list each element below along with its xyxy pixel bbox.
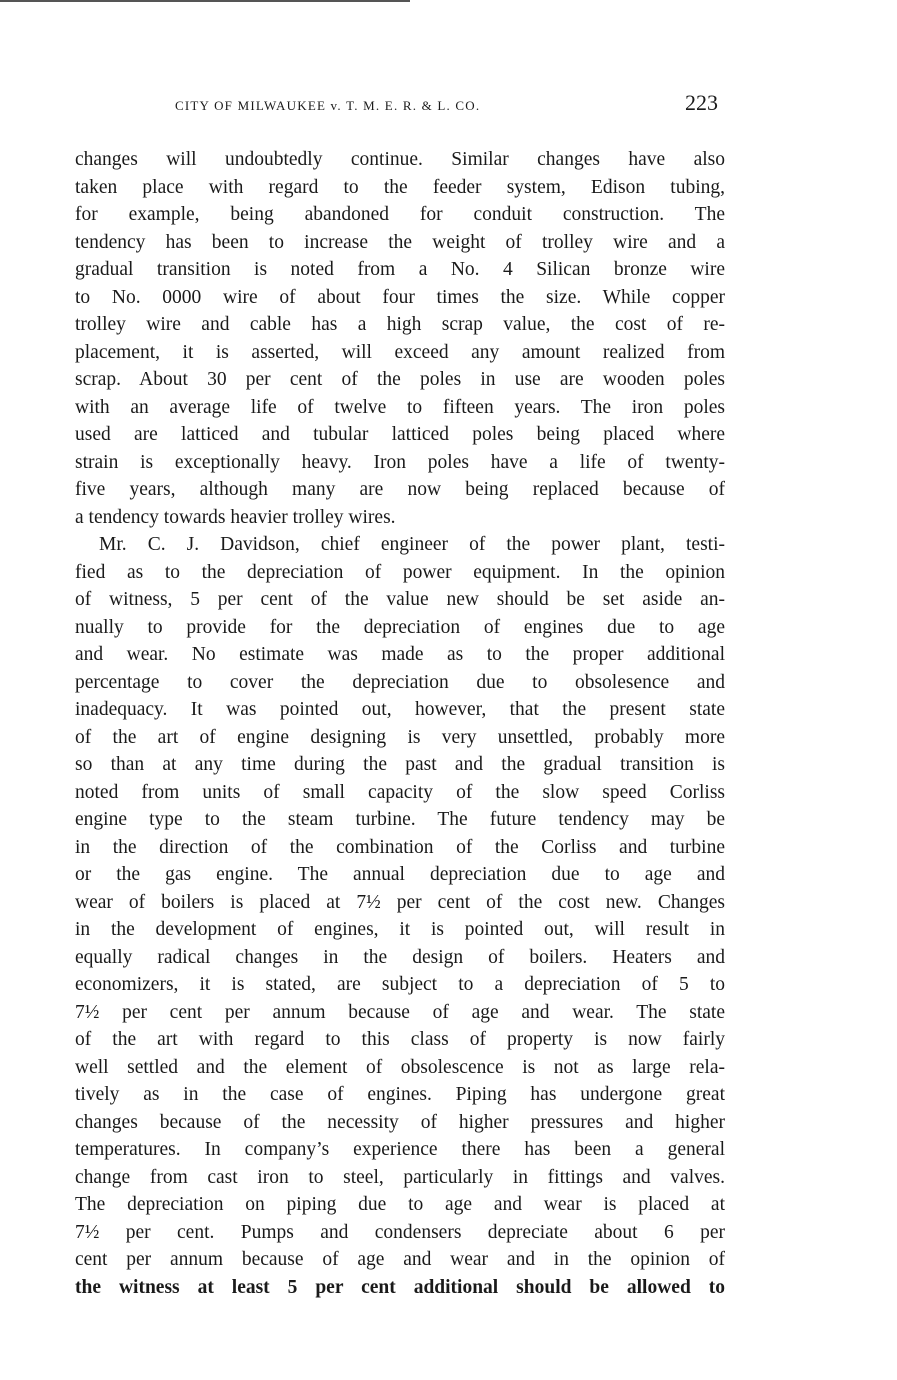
text-line: well settled and the element of obsolescence is not as large rela- (75, 1056, 725, 1078)
text-line: to No. 0000 wire of about four times the size. While copper (75, 286, 725, 308)
text-line: nually to provide for the depreciation of engines due to age (75, 616, 725, 638)
text-line: placement, it is asserted, will exceed any amount realized from (75, 341, 725, 363)
text-line: temperatures. In company’s experience there has been a general (75, 1139, 725, 1160)
running-title: CITY OF MILWAUKEE v. T. M. E. R. & L. CO. (175, 98, 481, 113)
text-line: of the art with regard to this class of property is now fairly (75, 1029, 725, 1050)
text-line: or the gas engine. The annual depreciation due to age and (75, 864, 725, 885)
text-line: of the art of engine designing is very unsettled, probably more (75, 726, 725, 748)
text-line: fied as to the depreciation of power equipment. In the opinion (75, 561, 725, 583)
text-line: used are latticed and tubular latticed poles being placed where (75, 424, 725, 445)
text-line: for example, being abandoned for conduit construction. The (75, 204, 725, 225)
text-line: cent per annum because of age and wear and in the opinion of (75, 1249, 725, 1270)
page-number: 223 (685, 90, 718, 115)
running-head (0, 90, 897, 120)
text-line: wear of boilers is placed at 7½ per cent of the cost new. Changes (75, 891, 725, 913)
text-line: tendency has been to increase the weight of trolley wire and a (75, 231, 725, 253)
text-line: so than at any time during the past and the gradual transition is (75, 754, 725, 775)
text-line: with an average life of twelve to fifteen years. The iron poles (75, 396, 725, 418)
text-line: and wear. No estimate was made as to the proper additional (75, 644, 725, 665)
text-line: strain is exceptionally heavy. Iron poles have a life of twenty- (75, 451, 725, 473)
text-line: taken place with regard to the feeder system, Edison tubing, (75, 176, 725, 198)
top-rule (0, 0, 410, 2)
text-line: five years, although many are now being replaced because of (75, 479, 725, 500)
text-line: equally radical changes in the design of boilers. Heaters and (75, 946, 725, 968)
text-line: gradual transition is noted from a No. 4 Silican bronze wire (75, 259, 725, 280)
body-text (75, 146, 725, 1301)
text-line: 7½ per cent per annum because of age and wear. The state (75, 1001, 725, 1023)
text-line: Mr. C. J. Davidson, chief engineer of the power plant, testi- (99, 534, 725, 555)
text-line: in the development of engines, it is pointed out, will result in (75, 919, 725, 940)
text-line: a tendency towards heavier trolley wires. (75, 506, 396, 528)
text-line: scrap. About 30 per cent of the poles in use are wooden poles (75, 369, 725, 390)
text-line: engine type to the steam turbine. The future tendency may be (75, 809, 725, 830)
text-line: inadequacy. It was pointed out, however, that the present state (75, 699, 725, 720)
text-line: change from cast iron to steel, particularly in fittings and valves. (75, 1166, 725, 1188)
text-line: in the direction of the combination of the Corliss and turbine (75, 836, 725, 858)
text-line: the witness at least 5 per cent additional should be allowed to (75, 1276, 725, 1298)
text-line: changes because of the necessity of higher pressures and higher (75, 1111, 725, 1133)
paragraph-2 (75, 531, 725, 1301)
text-line: trolley wire and cable has a high scrap value, the cost of re- (75, 314, 725, 335)
text-line: percentage to cover the depreciation due to obsolesence and (75, 671, 725, 693)
text-line: changes will undoubtedly continue. Similar changes have also (75, 149, 725, 170)
text-line: of witness, 5 per cent of the value new should be set aside an- (75, 589, 725, 610)
text-line: tively as in the case of engines. Piping has undergone great (75, 1084, 725, 1105)
text-line: The depreciation on piping due to age and wear is placed at (75, 1194, 725, 1215)
text-line: 7½ per cent. Pumps and condensers depreciate about 6 per (75, 1221, 725, 1243)
paragraph-1 (75, 146, 725, 531)
text-line: noted from units of small capacity of the slow speed Corliss (75, 781, 725, 803)
text-line: economizers, it is stated, are subject to a depreciation of 5 to (75, 974, 725, 995)
